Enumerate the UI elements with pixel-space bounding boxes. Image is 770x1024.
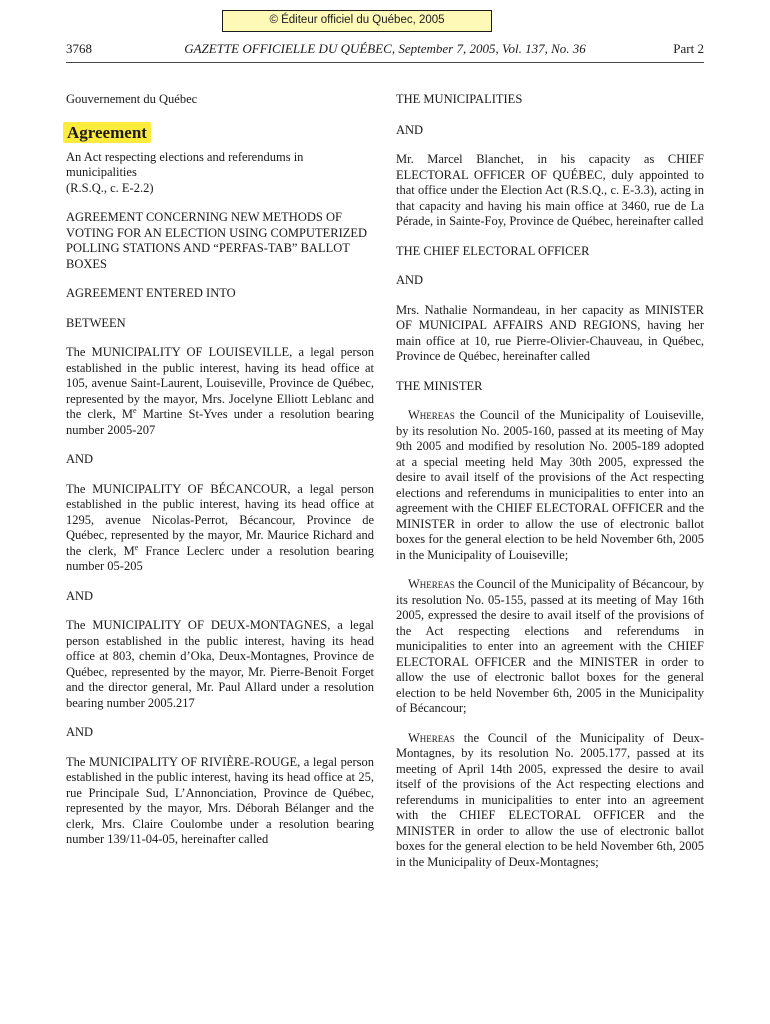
party-minister: Mrs. Nathalie Normandeau, in her capacity as MINISTER OF MUNICIPAL AFFAIRS AND REGIONS, having her main office at 10, rue Pierre-Olivier-Chauveau, in Québec, Province de Québec, hereinafter called [396, 302, 704, 363]
government-label: Gouvernement du Québec [66, 92, 198, 106]
part-label: Part 2 [673, 41, 704, 56]
act-name: An Act respecting elections and referendums in municipalities [66, 149, 304, 179]
party-louiseville: The MUNICIPALITY OF LOUISEVILLE, a legal person established in the public interest, having its head office at 105, avenue Saint-Laurent, Louiseville, Province de Québec, represented by the mayor, Mrs. Jocelyne Elliott Leblanc and the clerk, Me Martine St-Yves under a resolution bearing number 2005-207 [66, 345, 374, 437]
party-riviere-rouge: The MUNICIPALITY OF RIVIÈRE-ROUGE, a legal person established in the public interest, having its head office at 25, rue Principale Sud, L’Annonciation, Province de Québec, represented by the mayor, Mrs. Déborah Bélanger and the clerk, Mrs. Claire Coulombe under a resolution bearing number 139/11-04-05, hereinafter called [66, 754, 374, 846]
and-separator: AND [66, 452, 94, 466]
party-deux-montagnes: The MUNICIPALITY OF DEUX-MONTAGNES, a legal person established in the public interest, having its head office at 803, chemin d’Oka, Deux-Montagnes, Province de Québec, represented by the mayor, Mr. Pierre-Benoit Forget and the director general, Mr. Paul Allard under a resolution bearing number 2005.217 [66, 618, 374, 710]
whereas-deux-montagnes: Whereas the Council of the Municipality of Deux-Montagnes, by its resolution No. 2005.177, passed at its meeting of April 14th 2005, expressed the desire to avail itself of the provisions of the Act respecting elections and referendums in municipalities to enter into an agreement with the CHIEF ELECTORAL OFFICER and the MINISTER in order to allow the use of electronic ballot boxes for the general election to be held November 6th, 2005 in the Municipality of Deux-Montagnes; [396, 730, 704, 869]
page-number: 3768 [66, 41, 92, 56]
agreement-entered-label: AGREEMENT ENTERED INTO [66, 286, 236, 300]
whereas-louiseville: Whereas the Council of the Municipality of Louiseville, by its resolution No. 2005-160, passed at its meeting of May 9th 2005 and modified by resolution No. 2005-189 adopted at a special meeting held May 30th 2005, expressed the desire to avail itself of the provisions of the Act respecting elections and referendums in municipalities to enter into an agreement with the CHIEF ELECTORAL OFFICER and the MINISTER in order to allow the use of electronic ballot boxes for the general election to be held November 6th, 2005 in the Municipality of Louiseville; [396, 408, 704, 562]
party-becancour: The MUNICIPALITY OF BÉCANCOUR, a legal person established in the public interest, having its head office at 1295, avenue Nicolas-Perrot, Bécancour, Province de Québec, represented by the mayor, Mr. Maurice Richard and the clerk, Me France Leclerc under a resolution bearing number 05-205 [66, 481, 374, 573]
act-reference: (R.S.Q., c. E-2.2) [66, 180, 154, 195]
and-separator: AND [66, 725, 94, 739]
header-rule [66, 62, 704, 63]
agreement-title: Agreement [63, 122, 151, 143]
between-label: BETWEEN [66, 315, 126, 330]
municipalities-label: THE MUNICIPALITIES [396, 92, 523, 106]
agreement-heading: AGREEMENT CONCERNING NEW METHODS OF VOTING FOR AN ELECTION USING COMPUTERIZED POLLING STATIONS AND “PERFAS-TAB” BALLOT BOXES [66, 210, 368, 271]
left-column [66, 92, 374, 848]
running-title: GAZETTE OFFICIELLE DU QUÉBEC, September 7, 2005, Vol. 137, No. 36 [184, 41, 586, 56]
right-column [396, 92, 704, 870]
whereas-becancour: Whereas the Council of the Municipality of Bécancour, by its resolution No. 05-155, passed at its meeting of May 16th 2005, expressed the desire to avail itself of the provisions of the Act respecting elections and referendums in municipalities to enter into an agreement with the CHIEF ELECTORAL OFFICER and the MINISTER in order to allow the use of electronic ballot boxes for the general election to be held November 6th, 2005 in the Municipality of Bécancour; [396, 577, 704, 715]
page-header [66, 41, 704, 59]
and-separator: AND [396, 122, 424, 137]
copyright-banner: © Éditeur officiel du Québec, 2005 [222, 10, 492, 32]
chief-electoral-officer-label: THE CHIEF ELECTORAL OFFICER [396, 243, 590, 258]
and-separator: AND [396, 273, 424, 287]
party-chief-electoral-officer: Mr. Marcel Blanchet, in his capacity as CHIEF ELECTORAL OFFICER OF QUÉBEC, duly appointed to that office under the Election Act (R.S.Q., c. E-3.3), acting in that capacity and having his main office at 3460, rue de La Pérade, in Sainte-Foy, Province de Québec, hereinafter called [396, 152, 704, 228]
and-separator: AND [66, 588, 94, 603]
minister-label: THE MINISTER [396, 378, 483, 393]
